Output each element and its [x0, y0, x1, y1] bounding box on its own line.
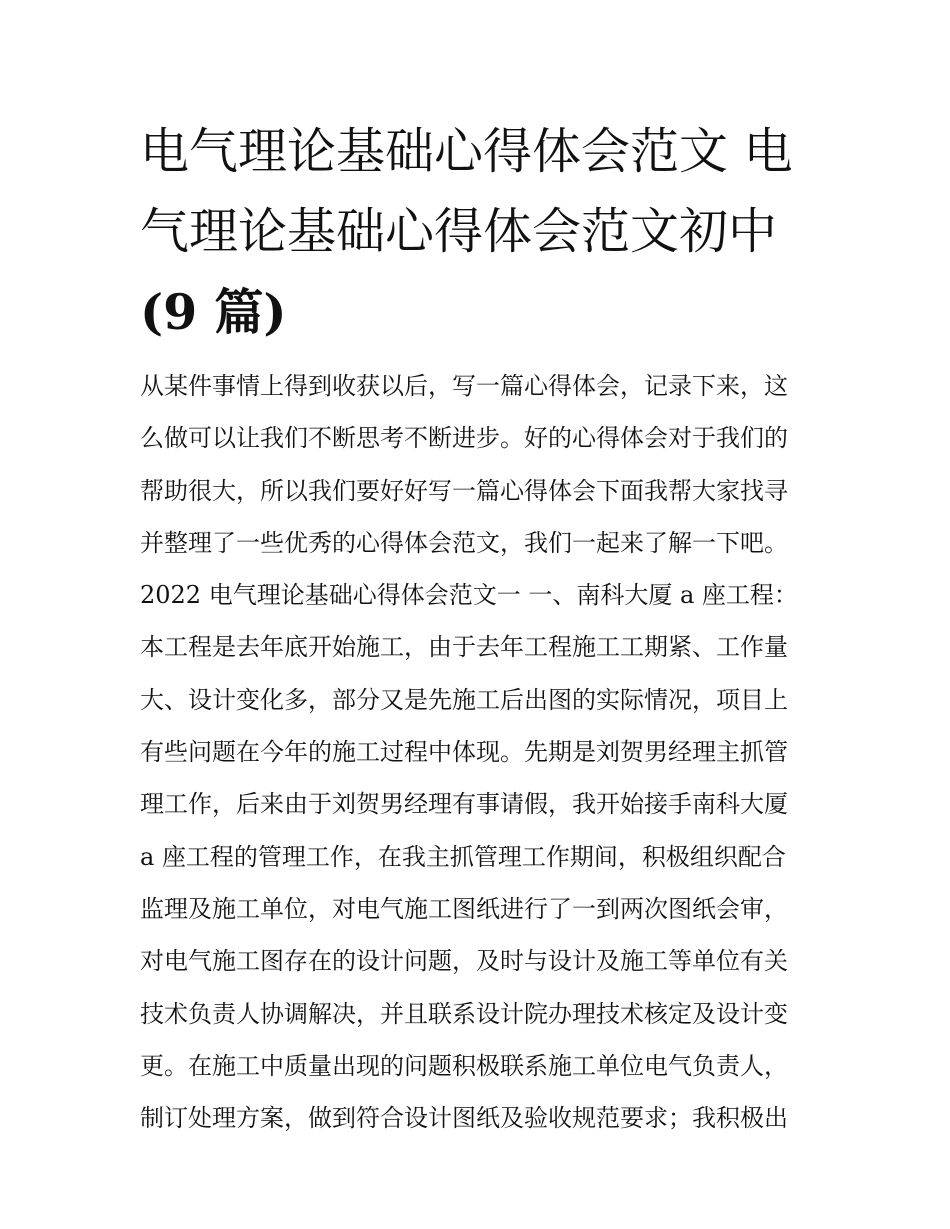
- body-line: 技术负责人协调解决，并且联系设计院办理技术核定及设计变: [140, 999, 788, 1028]
- body-line: 帮助很大，所以我们要好好写一篇心得体会下面我帮大家找寻: [140, 476, 788, 505]
- body-line: 并整理了一些优秀的心得体会范文，我们一起来了解一下吧。: [140, 528, 788, 557]
- section-heading-line: 2022 电气理论基础心得体会范文一 一、南科大厦 a 座工程：: [140, 581, 798, 610]
- body-line: 对电气施工图存在的设计问题，及时与设计及施工等单位有关: [140, 947, 788, 976]
- document-body: [140, 360, 830, 1144]
- body-line: 理工作，后来由于刘贺男经理有事请假，我开始接手南科大厦: [140, 790, 788, 819]
- document-title: [140, 112, 830, 352]
- body-line: 本工程是去年底开始施工，由于去年工程施工工期紧、工作量: [140, 633, 788, 662]
- body-line: 制订处理方案，做到符合设计图纸及验收规范要求；我积极出: [140, 1104, 788, 1133]
- title-line-1: 电气理论基础心得体会范文 电: [140, 123, 793, 180]
- body-line: a 座工程的管理工作，在我主抓管理工作期间，积极组织配合: [140, 842, 786, 871]
- body-line: 有些问题在今年的施工过程中体现。先期是刘贺男经理主抓管: [140, 738, 788, 767]
- body-line: 么做可以让我们不断思考不断进步。好的心得体会对于我们的: [140, 424, 788, 453]
- title-line-2: 气理论基础心得体会范文初中: [140, 203, 778, 260]
- body-line: 更。在施工中质量出现的问题积极联系施工单位电气负责人，: [140, 1051, 788, 1080]
- body-line: 大、设计变化多，部分又是先施工后出图的实际情况，项目上: [140, 685, 788, 714]
- title-line-3: (9 篇): [140, 283, 287, 341]
- body-line: 监理及施工单位，对电气施工图纸进行了一到两次图纸会审，: [140, 894, 788, 923]
- body-line: 从某件事情上得到收获以后，写一篇心得体会，记录下来，这: [140, 372, 788, 400]
